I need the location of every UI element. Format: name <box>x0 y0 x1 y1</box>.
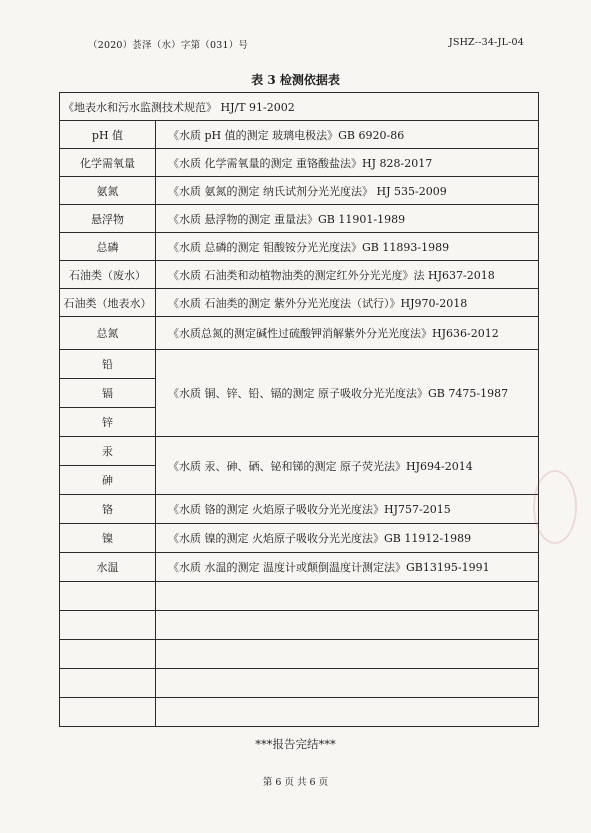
standard-cell: 《水质 铬的测定 火焰原子吸收分光光度法》HJ757-2015 <box>156 495 539 524</box>
report-number: （2020）荟泽（水）字第（031）号 <box>88 40 249 51</box>
item-cell: 镍 <box>60 524 156 553</box>
empty-cell <box>156 669 539 698</box>
table-row <box>60 524 539 553</box>
empty-cell <box>60 611 156 640</box>
standard-cell: 《水质 氨氮的测定 纳氏试剂分光光度法》 HJ 535-2009 <box>156 177 539 205</box>
standard-cell: 《水质 pH 值的测定 玻璃电极法》GB 6920-86 <box>156 121 539 149</box>
item-cell: 化学需氧量 <box>60 149 156 177</box>
table-row <box>60 317 539 350</box>
standard-cell: 《水质 石油类的测定 紫外分光光度法（试行）》HJ970-2018 <box>156 289 539 317</box>
test-basis-table <box>59 92 539 727</box>
item-cell: pH 值 <box>60 121 156 149</box>
report-end-note: ***报告完结*** <box>255 737 336 751</box>
item-cell: 砷 <box>60 466 156 495</box>
empty-cell <box>60 669 156 698</box>
standard-cell: 《水质 悬浮物的测定 重量法》GB 11901-1989 <box>156 205 539 233</box>
empty-cell <box>60 640 156 669</box>
empty-row <box>60 582 539 611</box>
item-cell: 铬 <box>60 495 156 524</box>
table-title: 表 3 检测依据表 <box>251 73 340 87</box>
item-cell: 石油类（地表水） <box>60 289 156 317</box>
faint-seal-mark <box>533 470 577 544</box>
standard-cell-merged: 《水质 铜、锌、铅、镉的测定 原子吸收分光光度法》GB 7475-1987 <box>156 350 539 437</box>
table-row <box>60 350 539 379</box>
standard-cell: 《水质 石油类和动植物油类的测定红外分光光度》法 HJ637-2018 <box>156 261 539 289</box>
item-cell: 铅 <box>60 350 156 379</box>
table-row <box>60 289 539 317</box>
table-row <box>60 233 539 261</box>
table-row <box>60 121 539 149</box>
table-row <box>60 149 539 177</box>
item-cell: 悬浮物 <box>60 205 156 233</box>
standard-cell-merged: 《水质 汞、砷、硒、铋和锑的测定 原子荧光法》HJ694-2014 <box>156 437 539 495</box>
table-row <box>60 205 539 233</box>
item-cell: 石油类（废水） <box>60 261 156 289</box>
empty-cell <box>156 582 539 611</box>
item-cell: 锌 <box>60 408 156 437</box>
empty-row <box>60 669 539 698</box>
table-row <box>60 553 539 582</box>
item-cell: 总磷 <box>60 233 156 261</box>
empty-row <box>60 698 539 727</box>
item-cell: 水温 <box>60 553 156 582</box>
standard-cell: 《水质 镍的测定 火焰原子吸收分光光度法》GB 11912-1989 <box>156 524 539 553</box>
empty-cell <box>156 611 539 640</box>
empty-cell <box>156 698 539 727</box>
table-row <box>60 177 539 205</box>
item-cell: 汞 <box>60 437 156 466</box>
table-row <box>60 261 539 289</box>
standard-cell: 《水质 总磷的测定 钼酸铵分光光度法》GB 11893-1989 <box>156 233 539 261</box>
item-cell: 总氮 <box>60 317 156 350</box>
empty-cell <box>60 582 156 611</box>
monitoring-spec-cell: 《地表水和污水监测技术规范》 HJ/T 91-2002 <box>60 93 539 121</box>
standard-cell: 《水质 水温的测定 温度计或颠倒温度计测定法》GB13195-1991 <box>156 553 539 582</box>
table-row <box>60 93 539 121</box>
empty-row <box>60 611 539 640</box>
table-row <box>60 437 539 466</box>
item-cell: 氨氮 <box>60 177 156 205</box>
empty-cell <box>60 698 156 727</box>
empty-row <box>60 640 539 669</box>
page-footer: 第 6 页 共 6 页 <box>262 777 329 788</box>
item-cell: 镉 <box>60 379 156 408</box>
table-row <box>60 495 539 524</box>
empty-cell <box>156 640 539 669</box>
standard-cell: 《水质总氮的测定碱性过硫酸钾消解紫外分光光度法》HJ636-2012 <box>156 317 539 350</box>
document-code: JSHZ--34-JL-04 <box>448 37 524 48</box>
standard-cell: 《水质 化学需氧量的测定 重铬酸盐法》HJ 828-2017 <box>156 149 539 177</box>
